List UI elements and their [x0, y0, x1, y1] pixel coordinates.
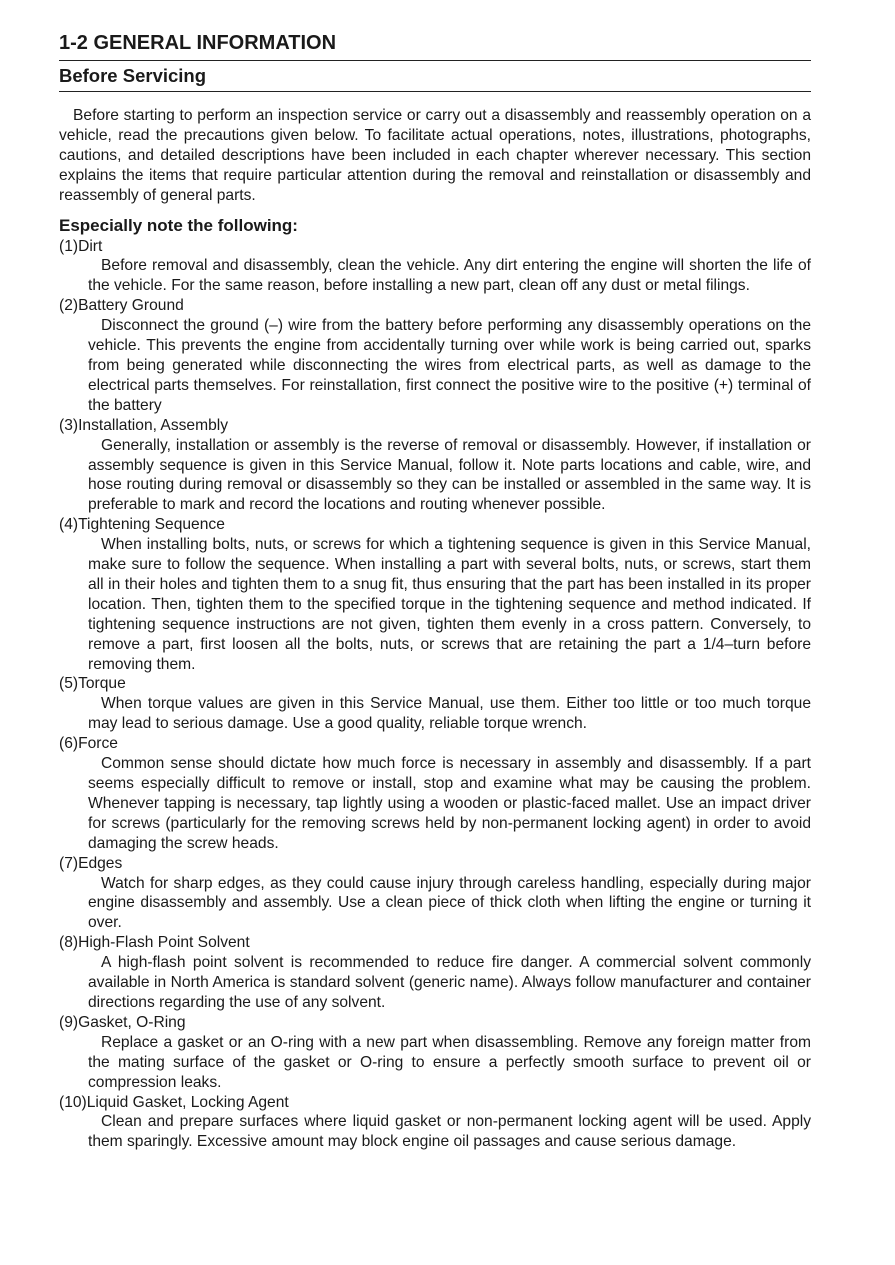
item-number: (6)	[59, 735, 79, 753]
item-title: Battery Ground	[78, 297, 184, 315]
item-heading	[59, 1093, 811, 1113]
section-title: Before Servicing	[59, 61, 811, 92]
item-body: When installing bolts, nuts, or screws for which a tightening sequence is given in this Service Manual, make sure to follow the sequence. When installing a part with several bolts, nuts, or screws, start them all in their holes and tighten them to a snug fit, thus ensuring that the part has been installed in its proper location. Then, tighten them to the specified torque in the tightening sequence and method indicated. If tightening sequence instructions are not given, tighten them evenly in a cross pattern. Conversely, to remove a part, first loosen all the bolts, nuts, or screws that are retaining the part a 1/4–turn before removing them.	[88, 536, 811, 673]
manual-page	[59, 30, 811, 1152]
item-body: A high-flash point solvent is recommended to reduce fire danger. A commercial solvent commonly available in North America is standard solvent (generic name). Always follow manufacturer and container directions regarding the use of any solvent.	[88, 954, 811, 1011]
item-body: Before removal and disassembly, clean the vehicle. Any dirt entering the engine will shorten the life of the vehicle. For the same reason, before installing a new part, clean off any dust or metal filings.	[88, 257, 811, 295]
item-title: Liquid Gasket, Locking Agent	[86, 1093, 289, 1111]
item-heading	[59, 515, 811, 535]
item-heading	[59, 854, 811, 874]
item-title: Edges	[78, 854, 123, 872]
item-heading	[59, 1013, 811, 1033]
item-title: Tightening Sequence	[78, 516, 225, 534]
precaution-item-edges	[59, 854, 811, 934]
item-heading	[59, 933, 811, 953]
item-body: When torque values are given in this Service Manual, use them. Either too little or too much torque may lead to serious damage. Use a good quality, reliable torque wrench.	[88, 695, 811, 733]
item-number: (10)	[59, 1093, 87, 1111]
item-title: Force	[78, 735, 118, 753]
item-number: (5)	[59, 675, 79, 693]
item-heading	[59, 734, 811, 754]
item-number: (4)	[59, 516, 79, 534]
item-number: (3)	[59, 416, 79, 434]
item-heading	[59, 674, 811, 694]
item-title: Dirt	[78, 237, 103, 255]
page-header-title: 1-2 GENERAL INFORMATION	[59, 30, 811, 61]
precaution-item-dirt	[59, 237, 811, 297]
precaution-item-tightening-sequence	[59, 515, 811, 674]
item-heading	[59, 416, 811, 436]
precaution-item-force	[59, 734, 811, 853]
precaution-item-liquid-gasket	[59, 1093, 811, 1153]
item-body: Common sense should dictate how much force is necessary in assembly and disassembly. If a part seems especially difficult to remove or install, stop and examine what may be causing the problem. Whenever tapping is necessary, tap lightly using a wooden or plastic-faced mallet. Use an impact driver for screws (particularly for the removing screws held by non-permanent locking agent) in order to avoid damaging the screw heads.	[88, 755, 811, 852]
precaution-item-solvent	[59, 933, 811, 1013]
item-title: Installation, Assembly	[78, 416, 229, 434]
item-title: High-Flash Point Solvent	[78, 934, 250, 952]
item-title: Torque	[78, 675, 126, 693]
note-subheading: Especially note the following:	[59, 215, 298, 235]
item-number: (8)	[59, 934, 79, 952]
precaution-list	[59, 237, 811, 1153]
precaution-item-gasket-oring	[59, 1013, 811, 1093]
precaution-item-battery-ground	[59, 296, 811, 415]
item-body: Disconnect the ground (–) wire from the battery before performing any disassembly operations on the vehicle. This prevents the engine from accidentally turning over while work is being carried out, sparks from being generated while disconnecting the wires from electrical parts, as well as damage to the electrical parts themselves. For reinstallation, first connect the positive wire to the positive (+) terminal of the battery	[88, 317, 811, 414]
item-body: Watch for sharp edges, as they could cause injury through careless handling, especially during major engine disassembly and assembly. Use a clean piece of thick cloth when lifting the engine or turning it over.	[88, 874, 811, 932]
item-heading	[59, 237, 811, 257]
precaution-item-torque	[59, 674, 811, 734]
item-body: Generally, installation or assembly is the reverse of removal or disassembly. However, if installation or assembly sequence is given in this Service Manual, follow it. Note parts locations and cable, wire, and hose routing during removal or disassembly so they can be installed or assembled in the same way. It is preferable to mark and record the locations and routing whenever possible.	[88, 436, 811, 514]
item-number: (7)	[59, 854, 79, 872]
item-body: Clean and prepare surfaces where liquid gasket or non-permanent locking agent will be used. Apply them sparingly. Excessive amount may block engine oil passages and cause serious damage.	[88, 1113, 811, 1151]
item-number: (9)	[59, 1013, 79, 1031]
item-heading	[59, 296, 811, 316]
precaution-item-installation-assembly	[59, 416, 811, 516]
item-number: (1)	[59, 237, 79, 255]
item-number: (2)	[59, 297, 79, 315]
item-body: Replace a gasket or an O-ring with a new part when disassembling. Remove any foreign matter from the mating surface of the gasket or O-ring to ensure a perfectly smooth surface to prevent oil or compression leaks.	[88, 1033, 811, 1091]
intro-paragraph: Before starting to perform an inspection service or carry out a disassembly and reassembly operation on a vehicle, read the precautions given below. To facilitate actual operations, notes, illustrations, photographs, cautions, and detailed descriptions have been included in each chapter wherever necessary. This section explains the items that require particular attention during the removal and reinstallation or disassembly and reassembly of general parts.	[59, 107, 811, 204]
item-title: Gasket, O-Ring	[78, 1013, 186, 1031]
